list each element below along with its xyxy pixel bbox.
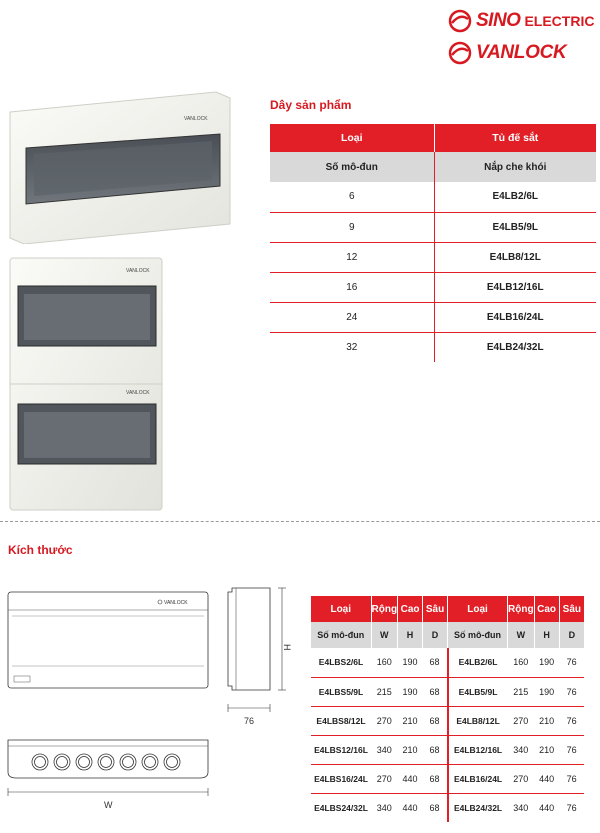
dim-d: 76 <box>566 802 577 813</box>
dim-sub-h: H <box>534 622 559 648</box>
dim-header-width: Rộng <box>371 596 398 622</box>
sino-brand-text: SINO <box>476 10 521 31</box>
module-count: 6 <box>270 182 434 212</box>
product-table-subheader <box>270 152 596 182</box>
dimension-table-header <box>311 596 584 622</box>
sino-electric-logo <box>448 8 596 34</box>
dim-h: 190 <box>398 677 423 706</box>
section-divider <box>0 521 600 522</box>
dim-w: 270 <box>371 706 398 735</box>
dim-w: 340 <box>376 802 392 813</box>
dim-code: E4LB8/12L <box>448 706 508 735</box>
product-code: E4LB24/32L <box>486 341 544 353</box>
product-line-title: Dây sản phẩm <box>270 98 352 112</box>
technical-drawing <box>0 580 300 833</box>
dim-sub-w: W <box>371 622 398 648</box>
dim-w: 340 <box>508 735 535 764</box>
dim-d: 76 <box>559 735 584 764</box>
product-subheader-modules: Số mô-đun <box>270 152 434 182</box>
dim-sub-h: H <box>398 622 423 648</box>
dim-header-depth: Sâu <box>559 596 584 622</box>
dim-h: 210 <box>398 735 423 764</box>
photo-brand-label: VANLOCK <box>184 116 208 122</box>
dim-w: 160 <box>371 648 398 677</box>
dim-header-height: Cao <box>534 596 559 622</box>
dim-header-type: Loại <box>448 596 508 622</box>
drawing-brand-label: VANLOCK <box>164 600 188 606</box>
dim-sub-d: D <box>423 622 448 648</box>
dim-d: 68 <box>423 764 448 793</box>
product-code: E4LB5/9L <box>434 212 596 242</box>
dim-sub-modules: Số mô-đun <box>448 622 508 648</box>
table-row <box>311 677 584 706</box>
table-row <box>270 302 596 332</box>
dimensions-title: Kích thước <box>8 543 73 557</box>
photo-brand-label-lower: VANLOCK <box>126 390 150 396</box>
vanlock-logo-icon <box>448 41 472 65</box>
dim-h: 190 <box>398 648 423 677</box>
module-count: 9 <box>270 212 434 242</box>
product-code: E4LB16/24L <box>434 302 596 332</box>
table-row <box>270 242 596 272</box>
width-label: W <box>104 800 113 810</box>
vanlock-brand-text: VANLOCK <box>476 42 567 63</box>
dim-sub-w: W <box>508 622 535 648</box>
dim-code: E4LB12/16L <box>448 735 508 764</box>
dim-d: 76 <box>559 764 584 793</box>
product-subheader-cover: Nắp che khói <box>434 152 596 182</box>
module-count: 12 <box>270 242 434 272</box>
dim-w: 340 <box>513 802 529 813</box>
product-code: E4LB2/6L <box>434 182 596 212</box>
dim-h: 210 <box>534 735 559 764</box>
dim-d: 76 <box>559 677 584 706</box>
dim-h: 440 <box>539 802 555 813</box>
dim-d: 76 <box>559 648 584 677</box>
table-row <box>270 272 596 302</box>
dim-h: 190 <box>534 677 559 706</box>
dim-code: E4LB5/9L <box>448 677 508 706</box>
table-row <box>311 648 584 677</box>
dim-d: 68 <box>423 648 448 677</box>
product-table-header <box>270 124 596 152</box>
dim-h: 440 <box>398 764 423 793</box>
dim-code: E4LB16/24L <box>448 764 508 793</box>
table-row <box>270 332 596 362</box>
dim-code: E4LBS24/32L <box>314 802 368 813</box>
dim-h: 440 <box>534 764 559 793</box>
table-row <box>311 793 584 822</box>
sino-logo-icon <box>448 9 472 33</box>
dim-code: E4LBS12/16L <box>311 735 371 764</box>
table-row <box>270 212 596 242</box>
dim-header-height: Cao <box>398 596 423 622</box>
dim-sub-d: D <box>559 622 584 648</box>
dim-d: 68 <box>423 677 448 706</box>
module-count: 24 <box>270 302 434 332</box>
table-row <box>311 764 584 793</box>
table-row <box>311 706 584 735</box>
dim-code: E4LB2/6L <box>448 648 508 677</box>
dimension-table-subheader <box>311 622 584 648</box>
dim-d: 68 <box>423 706 448 735</box>
dim-header-depth: Sâu <box>423 596 448 622</box>
dimension-table <box>311 596 584 822</box>
dim-header-type: Loại <box>311 596 371 622</box>
dim-code: E4LBS16/24L <box>311 764 371 793</box>
dim-code: E4LBS2/6L <box>311 648 371 677</box>
dim-sub-modules: Số mô-đun <box>311 622 371 648</box>
product-code: E4LB12/16L <box>434 272 596 302</box>
dim-w: 215 <box>508 677 535 706</box>
product-code: E4LB8/12L <box>434 242 596 272</box>
product-photo-double <box>8 252 168 514</box>
dim-w: 215 <box>371 677 398 706</box>
dim-w: 160 <box>508 648 535 677</box>
dim-h: 440 <box>402 802 418 813</box>
dim-code: E4LBS5/9L <box>311 677 371 706</box>
dim-d: 68 <box>423 793 448 822</box>
depth-value: 76 <box>244 716 255 726</box>
dim-code: E4LBS8/12L <box>311 706 371 735</box>
module-count: 32 <box>270 332 434 362</box>
dim-header-width: Rộng <box>508 596 535 622</box>
dim-code: E4LB24/32L <box>453 802 503 813</box>
product-line-table <box>270 124 596 362</box>
electric-brand-text: ELECTRIC <box>524 13 595 29</box>
vanlock-logo <box>448 40 596 66</box>
product-header-cabinet: Tủ đế sắt <box>434 124 596 152</box>
product-header-type: Loại <box>270 124 434 152</box>
dim-d: 76 <box>559 706 584 735</box>
module-count: 16 <box>270 272 434 302</box>
dim-h: 190 <box>534 648 559 677</box>
dim-h: 210 <box>534 706 559 735</box>
dim-w: 340 <box>371 735 398 764</box>
dim-h: 210 <box>398 706 423 735</box>
table-row <box>311 735 584 764</box>
dim-w: 270 <box>508 706 535 735</box>
height-label: H <box>282 644 292 651</box>
photo-brand-label-upper: VANLOCK <box>126 268 150 274</box>
table-row <box>270 182 596 212</box>
product-photo-single <box>8 88 232 244</box>
dim-d: 68 <box>423 735 448 764</box>
dim-w: 270 <box>508 764 535 793</box>
dim-w: 270 <box>371 764 398 793</box>
